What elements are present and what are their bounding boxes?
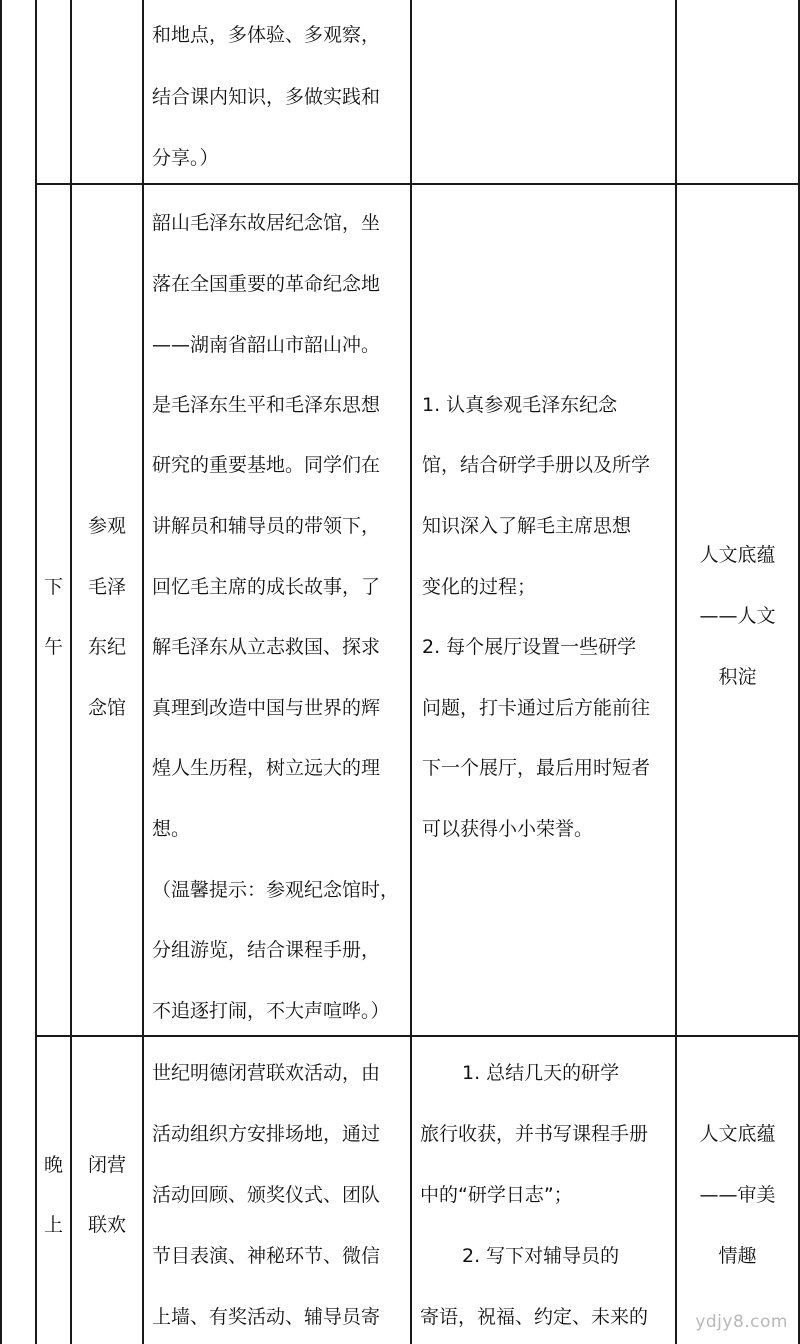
- row-1-activity-line-1: 参观: [87, 515, 126, 537]
- row-1-description-line-5: 研究的重要基地。同学们在: [152, 454, 381, 476]
- row-1-tasks-line-5: 2. 每个展厅设置一些研学: [422, 636, 637, 658]
- watermark: ydjy8.com: [695, 1312, 788, 1332]
- row-1-activity-line-3: 东纪: [87, 636, 126, 658]
- row-2-tasks-line-5: 寄语，祝福、约定、未来的: [420, 1306, 649, 1328]
- row-1-period: [37, 185, 70, 1035]
- row-2-period-char-1: 晚: [43, 1154, 63, 1176]
- row-1-tasks-line-8: 可以获得小小荣誉。: [422, 818, 594, 840]
- row-2-description-line-3: 活动回顾、颁奖仪式、团队: [152, 1184, 381, 1206]
- row-0-description-line-2: 结合课内知识，多做实践和: [152, 86, 381, 108]
- row-2-activity-line-2: 联欢: [87, 1214, 126, 1236]
- row-2-description-line-1: 世纪明德闭营联欢活动，由: [152, 1062, 381, 1084]
- row-2-activity: [72, 1037, 142, 1344]
- row-1-tasks: [422, 185, 674, 1035]
- row-2-period: [37, 1037, 70, 1344]
- row-0-description-line-1: 和地点，多体验、多观察，: [152, 24, 381, 46]
- row-1-description-line-14: 不追逐打闹，不大声喧哗。）: [152, 1000, 390, 1022]
- row-1-description-line-4: 是毛泽东生平和毛泽东思想: [152, 394, 381, 416]
- row-1-description-line-11: 想。: [152, 818, 191, 840]
- row-1-description-line-7: 回忆毛主席的成长故事，了: [152, 576, 381, 598]
- row-1-literacy-line-2: ——人文: [699, 605, 776, 627]
- row-2-literacy-line-2: ——审美: [699, 1184, 776, 1206]
- row-1-description-line-1: 韶山毛泽东故居纪念馆，坐: [152, 212, 381, 234]
- row-1-activity: [72, 185, 142, 1035]
- row-2-description-line-4: 节目表演、神秘环节、微信: [152, 1245, 381, 1267]
- row-1-description-line-10: 煌人生历程，树立远大的理: [152, 757, 381, 779]
- row-1-period-char-1: 下: [43, 576, 63, 598]
- row-1-activity-line-2: 毛泽: [87, 576, 126, 598]
- row-1-description-line-12: （温馨提示：参观纪念馆时，: [152, 879, 400, 901]
- row-2-literacy-line-3: 情趣: [718, 1245, 757, 1267]
- row-2-tasks-line-1: 1. 总结几天的研学: [462, 1062, 620, 1084]
- row-0-description: [152, 0, 408, 183]
- row-1-description-line-9: 真理到改造中国与世界的辉: [152, 697, 381, 719]
- row-1-tasks-line-3: 知识深入了解毛主席思想: [422, 515, 632, 537]
- row-1-description-line-2: 落在全国重要的革命纪念地: [152, 273, 381, 295]
- row-1-activity-line-4: 念馆: [87, 697, 126, 719]
- row-2-description: [152, 1037, 408, 1344]
- row-1-literacy-line-1: 人文底蕴: [699, 544, 776, 566]
- row-2-tasks: [420, 1037, 674, 1344]
- row-0-description-line-3: 分享。）: [152, 147, 219, 169]
- row-1-period-char-2: 午: [43, 636, 63, 658]
- row-2-tasks-line-3: 中的“研学日志”；: [420, 1184, 573, 1206]
- row-1-tasks-line-2: 馆，结合研学手册以及所学: [422, 454, 651, 476]
- row-1-description-line-13: 分组游览，结合课程手册，: [152, 939, 381, 961]
- column-divider-3: [142, 0, 144, 1344]
- column-divider-4: [410, 0, 412, 1344]
- row-1-description-line-6: 讲解员和辅导员的带领下，: [152, 515, 381, 537]
- row-1-literacy-line-3: 积淀: [718, 666, 757, 688]
- row-1-tasks-line-7: 下一个展厅，最后用时短者: [422, 757, 651, 779]
- row-2-literacy-line-1: 人文底蕴: [699, 1123, 776, 1145]
- row-1-description-line-8: 解毛泽东从立志救国、探求: [152, 636, 381, 658]
- row-2-literacy: [677, 1037, 798, 1344]
- row-1-description: [152, 185, 408, 1035]
- table-border-left: [0, 0, 2, 1344]
- row-1-tasks-line-4: 变化的过程；: [422, 576, 537, 598]
- row-1-description-line-3: ——湖南省韶山市韶山冲。: [152, 334, 381, 356]
- row-2-tasks-line-4: 2. 写下对辅导员的: [462, 1245, 620, 1267]
- row-2-description-line-5: 上墙、有奖活动、辅导员寄: [152, 1306, 381, 1328]
- row-1-tasks-line-1: 1. 认真参观毛泽东纪念: [422, 394, 618, 416]
- row-2-activity-line-1: 闭营: [87, 1154, 126, 1176]
- row-1-literacy: [677, 185, 798, 1035]
- row-2-period-char-2: 上: [43, 1214, 63, 1236]
- row-2-tasks-line-2: 旅行收获，并书写课程手册: [420, 1123, 649, 1145]
- row-2-description-line-2: 活动组织方安排场地，通过: [152, 1123, 381, 1145]
- row-1-tasks-line-6: 问题，打卡通过后方能前往: [422, 697, 651, 719]
